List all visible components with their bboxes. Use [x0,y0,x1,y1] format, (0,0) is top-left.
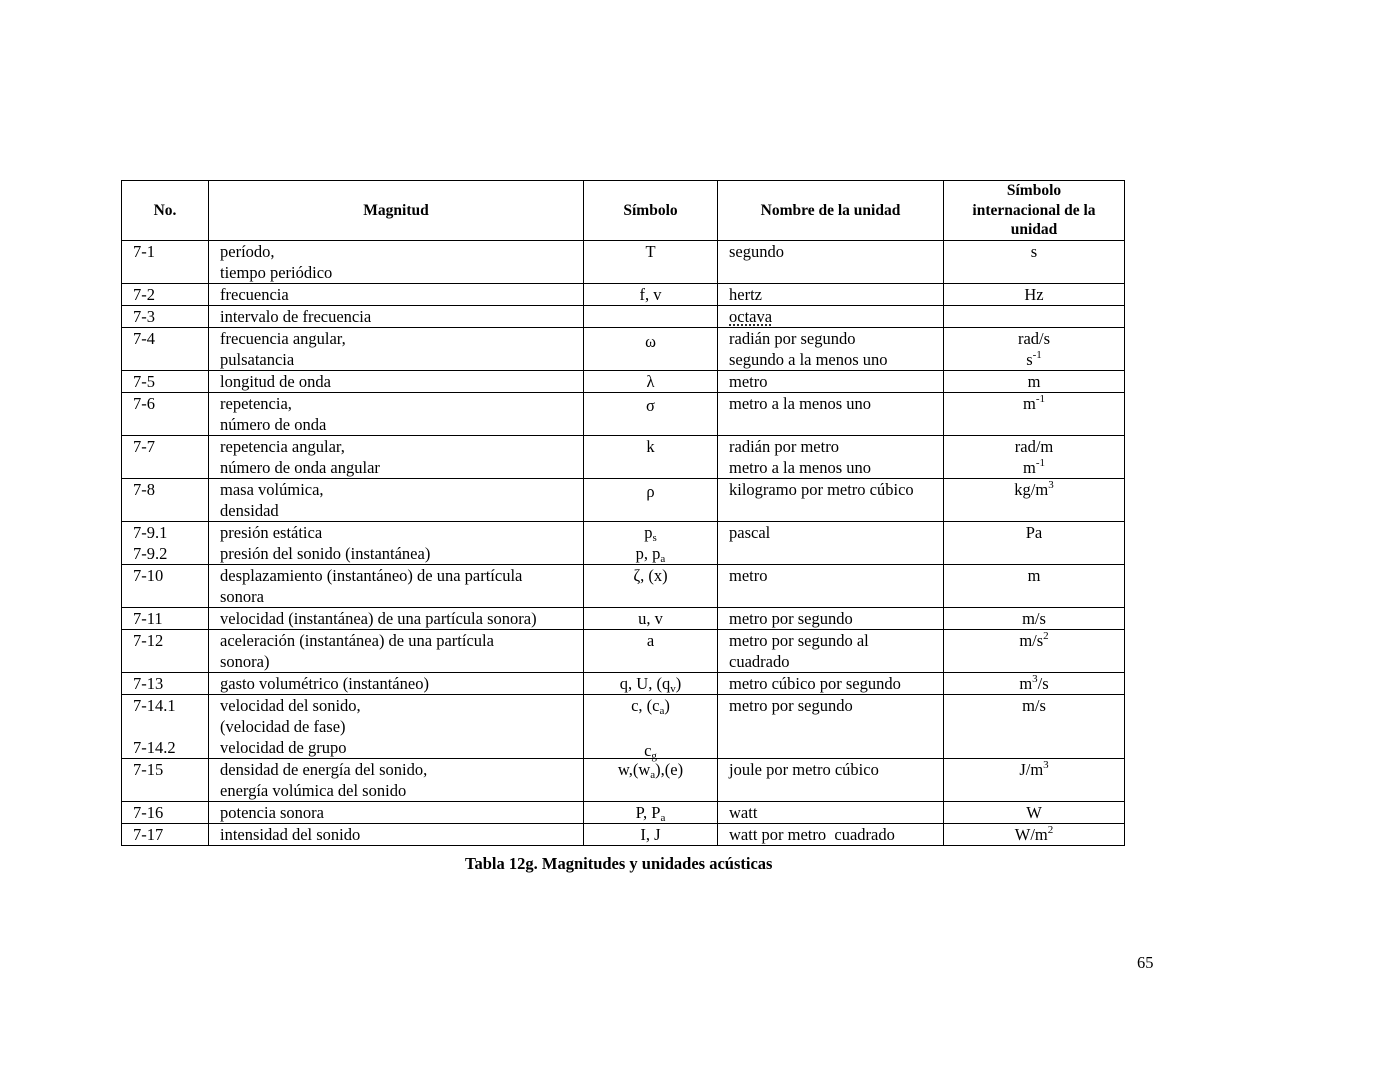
intl-base: W/m [1014,825,1048,844]
intl-line [948,457,1120,478]
table-row [122,371,1125,393]
no-line: 7-9.2 [133,544,168,563]
simbolo-sub: s [652,532,657,544]
cell-intl [944,479,1125,522]
header-nombre-unidad: Nombre de la unidad [718,181,944,241]
cell-intl: m [944,565,1125,608]
cell-no: 7-11 [122,608,209,630]
cell-simbolo [584,802,718,824]
cell-intl [944,824,1125,846]
cell-simbolo: I, J [584,824,718,846]
magnitud-line: densidad de energía del sonido, [220,760,428,779]
cell-nombre: segundo [718,241,944,284]
simbolo-post: ),(e) [655,760,684,779]
magnitud-line: período, [220,242,275,261]
simbolo-post: ) [664,696,670,715]
cell-nombre: metro cúbico por segundo [718,673,944,695]
simbolo-line [588,543,713,564]
table-row [122,608,1125,630]
cell-no: 7-3 [122,306,209,328]
spacer [133,716,198,737]
nombre-text: octava [729,307,773,326]
simbolo-pre: q, U, (q [619,674,671,693]
magnitud-line: número de onda [220,415,327,434]
cell-magnitud: gasto volumétrico (instantáneo) [209,673,584,695]
cell-simbolo [584,328,718,371]
cell-nombre [718,630,944,673]
magnitud-line: (velocidad de fase) [220,717,346,736]
intl-sup: -1 [1032,349,1042,361]
cell-intl [944,328,1125,371]
cell-magnitud [209,393,584,436]
table-row [122,522,1125,565]
simbolo-text: σ [646,396,655,415]
header-no: No. [122,181,209,241]
simbolo-sub: a [660,812,666,824]
cell-intl: m/s [944,695,1125,759]
cell-no [122,522,209,565]
cell-no: 7-8 [122,479,209,522]
cell-simbolo: λ [584,371,718,393]
table-row [122,241,1125,284]
cell-no: 7-12 [122,630,209,673]
cell-no: 7-17 [122,824,209,846]
magnitud-line: energía volúmica del sonido [220,781,407,800]
magnitud-line: repetencia angular, [220,437,345,456]
cell-nombre: metro a la menos uno [718,393,944,436]
nombre-line: cuadrado [729,652,790,671]
cell-nombre: metro [718,565,944,608]
simbolo-base: p [644,523,653,542]
magnitud-line: tiempo periódico [220,263,333,282]
magnitud-line: pulsatancia [220,350,295,369]
cell-no: 7-13 [122,673,209,695]
cell-simbolo: k [584,436,718,479]
simbolo-pre: c, (c [631,696,660,715]
cell-magnitud [209,759,584,802]
simbolo-pre: w,(w [617,760,651,779]
table-row [122,824,1125,846]
cell-magnitud: longitud de onda [209,371,584,393]
magnitud-line: sonora [220,587,264,606]
cell-simbolo [584,695,718,762]
cell-magnitud: potencia sonora [209,802,584,824]
cell-nombre: metro por segundo [718,608,944,630]
cell-no: 7-7 [122,436,209,479]
table-row [122,695,1125,759]
cell-intl: m/s [944,608,1125,630]
table-row [122,673,1125,695]
cell-magnitud: frecuencia [209,284,584,306]
no-line: 7-14.1 [133,696,176,715]
table-row [122,565,1125,608]
intl-base: m/s [1019,631,1044,650]
table-row [122,630,1125,673]
simbolo-pre: P, P [635,803,661,822]
cell-nombre [718,436,944,479]
cell-magnitud [209,328,584,371]
cell-nombre: metro [718,371,944,393]
intl-sup: 3 [1043,759,1049,771]
header-intl-line: unidad [1010,221,1058,239]
intl-sup: 3 [1048,479,1054,491]
nombre-line: metro a la menos uno [729,458,872,477]
cell-magnitud [209,241,584,284]
cell-no: 7-4 [122,328,209,371]
table-row [122,802,1125,824]
magnitud-line: velocidad de grupo [220,738,347,757]
cell-magnitud [209,695,584,759]
cell-no: 7-10 [122,565,209,608]
cell-intl: Hz [944,284,1125,306]
intl-base: kg/m [1014,480,1049,499]
cell-simbolo [584,479,718,522]
intl-sup: 3 [1032,673,1038,685]
simbolo-sub: a [650,769,656,781]
cell-simbolo: a [584,630,718,673]
simbolo-post: ) [675,674,682,693]
magnitud-line: número de onda angular [220,458,380,477]
simbolo-sub: g [651,750,657,762]
simbolo-base: p, p [635,544,661,563]
cell-nombre: hertz [718,284,944,306]
magnitud-line: desplazamiento (instantáneo) de una partícula [220,566,523,585]
cell-magnitud: velocidad (instantánea) de una partícula sonora) [209,608,584,630]
cell-nombre: metro por segundo [718,695,944,759]
cell-no: 7-6 [122,393,209,436]
magnitud-line: sonora) [220,652,270,671]
cell-magnitud: intensidad del sonido [209,824,584,846]
cell-intl [944,306,1125,328]
cell-simbolo: ζ, (x) [584,565,718,608]
cell-nombre: watt por metro cuadrado [718,824,944,846]
cell-simbolo [584,522,718,565]
intl-sup: 2 [1047,824,1054,836]
table-row [122,306,1125,328]
table-row [122,479,1125,522]
cell-intl [944,759,1125,802]
intl-base: m [1019,674,1033,693]
intl-base: m [1022,458,1036,477]
nombre-line: radián por segundo [729,329,856,348]
simbolo-text: ω [645,332,656,351]
simbolo-sub: v [670,683,676,695]
nombre-line: metro por segundo al [729,631,869,650]
cell-simbolo: u, v [584,608,718,630]
cell-no [122,695,209,759]
cell-intl [944,630,1125,673]
nombre-line: radián por metro [729,437,839,456]
cell-no: 7-16 [122,802,209,824]
header-simbolo-internacional [944,181,1125,241]
cell-intl [944,436,1125,479]
cell-nombre [718,328,944,371]
simbolo-line [588,522,713,543]
cell-no: 7-5 [122,371,209,393]
cell-intl [944,673,1125,695]
cell-no: 7-15 [122,759,209,802]
simbolo-sub: a [659,705,665,717]
cell-simbolo [584,306,718,328]
magnitud-line: frecuencia angular, [220,329,346,348]
table-row [122,328,1125,371]
cell-intl [944,393,1125,436]
cell-no: 7-1 [122,241,209,284]
units-table [121,180,1125,846]
cell-simbolo [584,759,718,802]
simbolo-base: c [644,741,652,760]
header-magnitud: Magnitud [209,181,584,241]
intl-sup: -1 [1035,457,1045,469]
intl-base: s [1026,350,1033,369]
cell-magnitud [209,479,584,522]
page-number: 65 [1137,953,1154,972]
nombre-line: segundo a la menos uno [729,350,888,369]
magnitud-line: aceleración (instantánea) de una partícula [220,631,494,650]
magnitud-line: velocidad del sonido, [220,696,361,715]
cell-magnitud: intervalo de frecuencia [209,306,584,328]
magnitud-line: densidad [220,501,279,520]
header-intl-line: Símbolo [1006,182,1062,200]
intl-line: rad/m [1014,437,1054,456]
cell-magnitud [209,522,584,565]
header-simbolo: Símbolo [584,181,718,241]
magnitud-line: masa volúmica, [220,480,324,499]
table-row [122,284,1125,306]
simbolo-line [588,695,713,716]
magnitud-line: presión del sonido (instantánea) [220,544,431,563]
intl-sup: -1 [1035,393,1045,405]
table-row [122,393,1125,436]
cell-no: 7-2 [122,284,209,306]
cell-intl: W [944,802,1125,824]
simbolo-text: ρ [646,482,655,501]
header-intl-line: internacional de la [972,201,1096,219]
spacer [588,716,713,737]
intl-line: rad/s [1017,329,1051,348]
cell-nombre [718,306,944,328]
cell-magnitud [209,630,584,673]
intl-post: /s [1037,674,1049,693]
no-line: 7-14.2 [133,738,176,757]
cell-nombre: joule por metro cúbico [718,759,944,802]
no-line: 7-9.1 [133,523,168,542]
cell-simbolo: T [584,241,718,284]
intl-line [948,349,1120,370]
table-row [122,436,1125,479]
intl-base: m [1022,394,1036,413]
cell-nombre: pascal [718,522,944,565]
simbolo-line [588,740,713,761]
cell-simbolo: f, v [584,284,718,306]
cell-magnitud [209,565,584,608]
cell-simbolo [584,673,718,695]
cell-nombre: kilogramo por metro cúbico [718,479,944,522]
intl-base: J/m [1019,760,1044,779]
cell-intl: m [944,371,1125,393]
intl-sup: 2 [1043,630,1049,642]
cell-intl: s [944,241,1125,284]
magnitud-line: presión estática [220,523,323,542]
magnitud-line: repetencia, [220,394,292,413]
cell-nombre: watt [718,802,944,824]
cell-simbolo [584,393,718,436]
cell-intl: Pa [944,522,1125,565]
table-row [122,759,1125,802]
table-caption: Tabla 12g. Magnitudes y unidades acústicas [465,854,773,873]
table-header-row [122,181,1125,241]
cell-magnitud [209,436,584,479]
simbolo-sub: a [660,553,666,565]
